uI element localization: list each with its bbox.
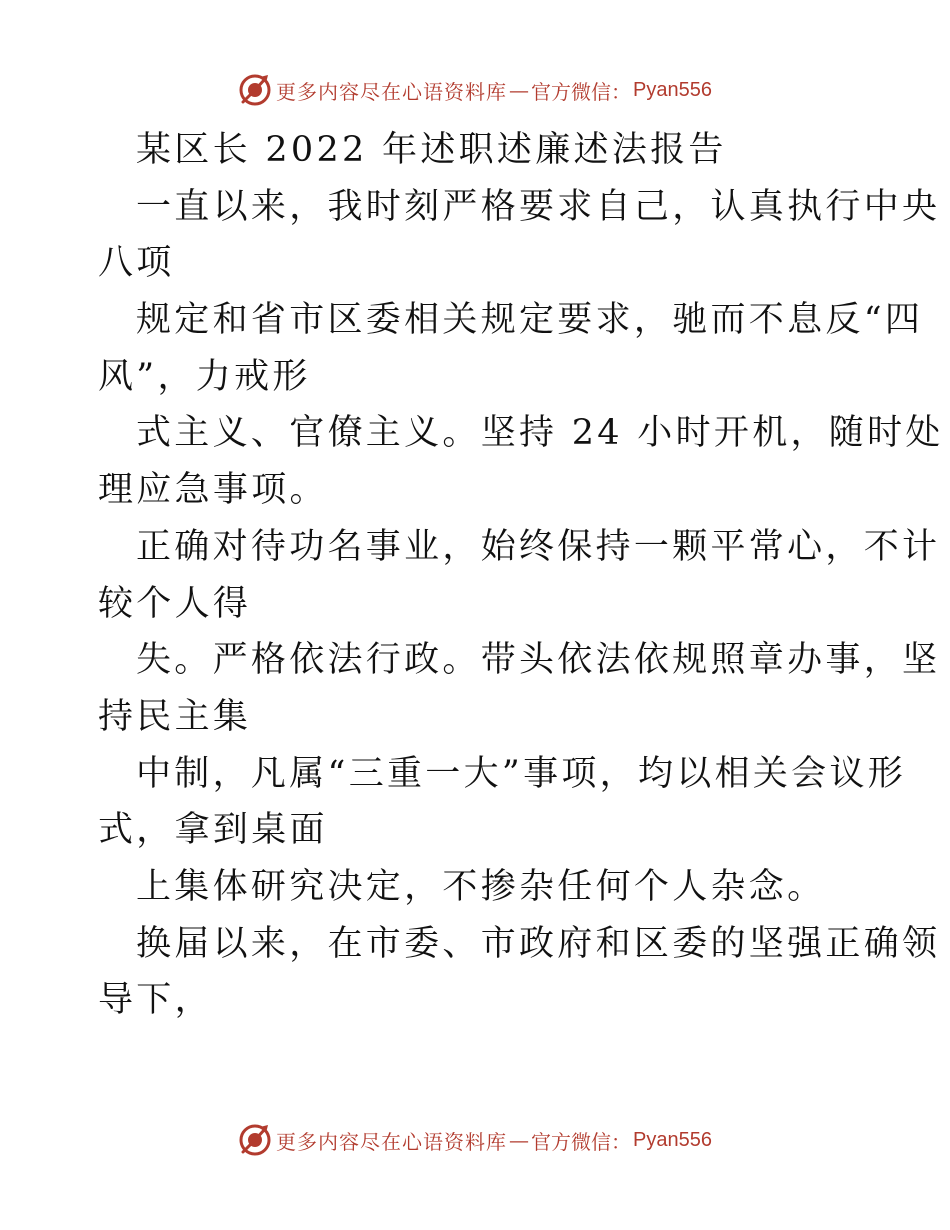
watermark-separator: — [509,1128,530,1152]
paragraph-line: 八项 [98,243,175,284]
watermark-text: 更多内容尽在心语资料库 [276,79,508,104]
paragraph-line: 导下， [98,980,213,1021]
watermark-official-label: 官方微信： [531,1129,632,1154]
paragraph-line: 式主义、官僚主义。坚持 24 小时开机，随时处 [136,413,944,454]
paragraph-line: 式，拿到桌面 [98,810,328,851]
paragraph-line: 理应急事项。 [98,470,328,511]
paragraph-line: 持民主集 [98,696,252,737]
watermark-official-label: 官方微信： [531,79,632,104]
paragraph-line: 失。严格依法行政。带头依法依规照章办事，坚 [136,640,941,681]
footer-watermark [0,1120,950,1160]
paragraph-line: 较个人得 [98,583,252,624]
watermark-separator: — [509,78,530,102]
paragraph-line: 一直以来，我时刻严格要求自己，认真执行中央 [136,186,941,227]
paragraph-line: 换届以来，在市委、市政府和区委的坚强正确领 [136,923,941,964]
paragraph-line: 风”，力戒形 [98,356,311,397]
paragraph-line: 正确对待功名事业，始终保持一颗平常心，不计 [136,526,941,567]
pen-logo-icon [238,73,272,107]
watermark-text: 更多内容尽在心语资料库 [276,1129,508,1154]
pen-logo-icon [238,1123,272,1157]
paragraph-line: 规定和省市区委相关规定要求，驰而不息反“四 [136,300,924,341]
watermark-wechat-id: Pyan556 [633,78,712,101]
paragraph-line: 上集体研究决定，不掺杂任何个人杂念。 [136,866,826,907]
header-watermark [0,70,950,110]
document-body [98,122,944,1029]
watermark-wechat-id: Pyan556 [633,1128,712,1151]
document-title: 某区长 2022 年述职述廉述法报告 [136,130,727,170]
paragraph-line: 中制，凡属“三重一大”事项，均以相关会议形 [136,753,907,794]
